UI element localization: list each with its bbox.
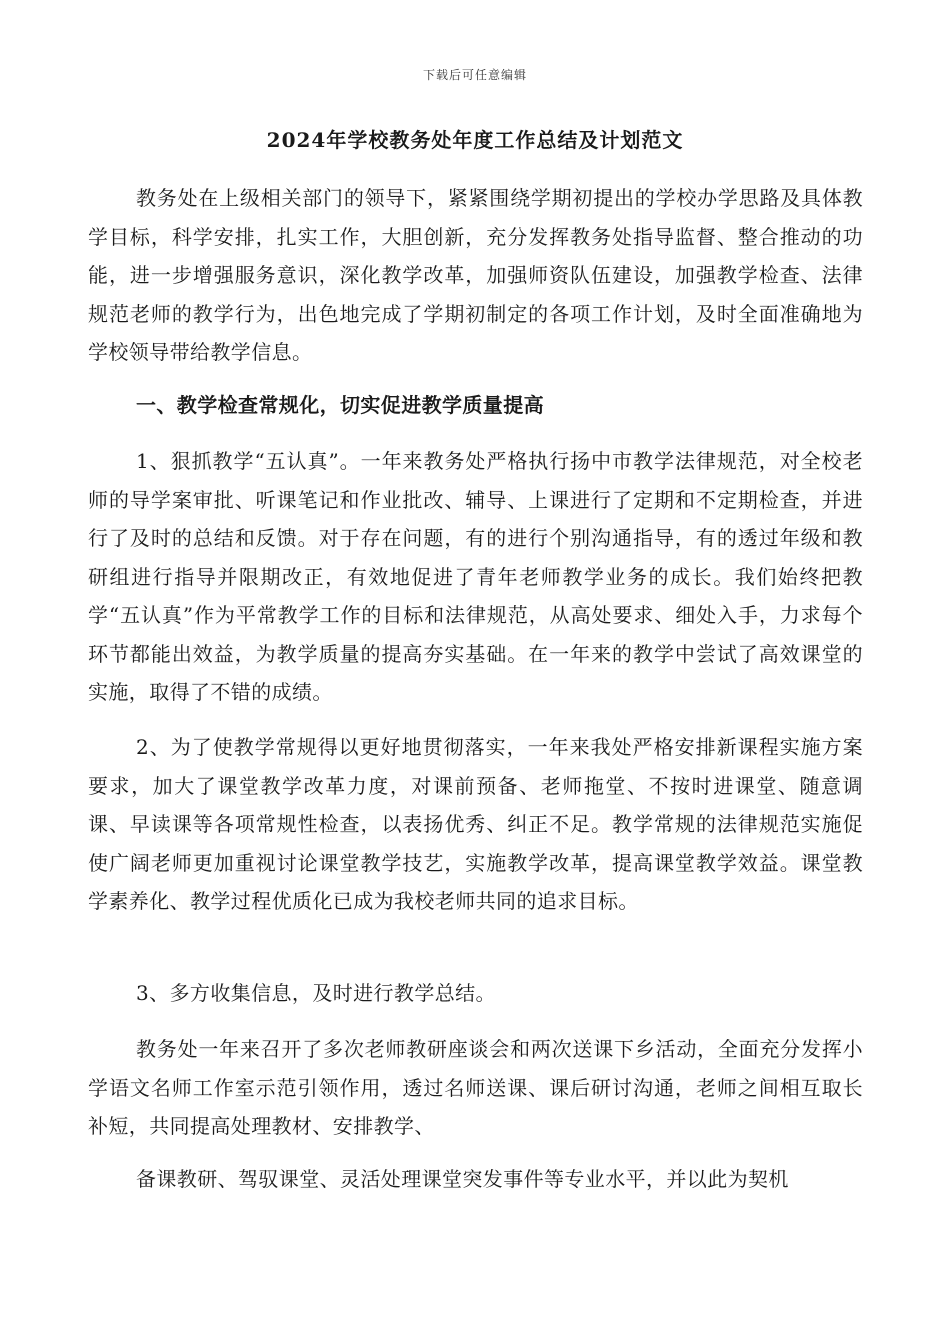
item3-paragraph: 3、多方收集信息，及时进行教学总结。 [136, 981, 496, 1005]
item2-paragraph: 2、为了使教学常规得以更好地贯彻落实，一年来我处严格安排新课程实施方案要求，加大了课堂教学改革力度，对课前预备、老师拖堂、不按时进课堂、随意调课、早读课等各项常规性检查，以表扬优秀、纠正不足。教学常规的法律规范实施促使广阔老师更加重视讨论课堂教学技艺，实施教学改革，提高课堂教学效益。课堂教学素养化、教学过程优质化已成为我校老师共同的追求目标。 [88, 735, 863, 913]
item3-continue-block [88, 1160, 863, 1199]
intro-paragraph: 教务处在上级相关部门的领导下，紧紧围绕学期初提出的学校办学思路及具体教学目标，科学安排，扎实工作，大胆创新，充分发挥教务处指导监督、整合推动的功能，进一步增强服务意识，深化教学改革，加强师资队伍建设，加强教学检查、法律规范老师的教学行为，出色地完成了学期初制定的各项工作计划，及时全面准确地为学校领导带给教学信息。 [88, 186, 863, 364]
section-heading-block [88, 386, 863, 425]
section-heading: 一、教学检查常规化，切实促进教学质量提高 [136, 393, 544, 417]
item1-paragraph: 1、狠抓教学“五认真”。一年来教务处严格执行扬中市教学法律规范，对全校老师的导学案审批、听课笔记和作业批改、辅导、上课进行了定期和不定期检查，并进行了及时的总结和反馈。对于存在问题，有的进行个别沟通指导，有的透过年级和教研组进行指导并限期改正，有效地促进了青年老师教学业务的成长。我们始终把教学“五认真”作为平常教学工作的目标和法律规范，从高处要求、细处入手，力求每个环节都能出效益，为教学质量的提高夯实基础。在一年来的教学中尝试了高效课堂的实施，取得了不错的成绩。 [88, 449, 863, 704]
item3-detail-block [88, 1030, 863, 1146]
item3-continue-paragraph: 备课教研、驾驭课堂、灵活处理课堂突发事件等专业水平，并以此为契机 [136, 1167, 789, 1191]
item3-detail-paragraph: 教务处一年来召开了多次老师教研座谈会和两次送课下乡活动，全面充分发挥小学语文名师工作室示范引领作用，透过名师送课、课后研讨沟通，老师之间相互取长补短，共同提高处理教材、安排教学、 [88, 1037, 863, 1138]
item2-paragraph-block [88, 728, 863, 921]
item1-paragraph-block [88, 442, 863, 712]
item3-paragraph-block [88, 974, 863, 1013]
header-note: 下载后可任意编辑 [422, 68, 527, 82]
document-title: 2024年学校教务处年度工作总结及计划范文 [266, 128, 684, 152]
intro-paragraph-block [88, 179, 863, 372]
